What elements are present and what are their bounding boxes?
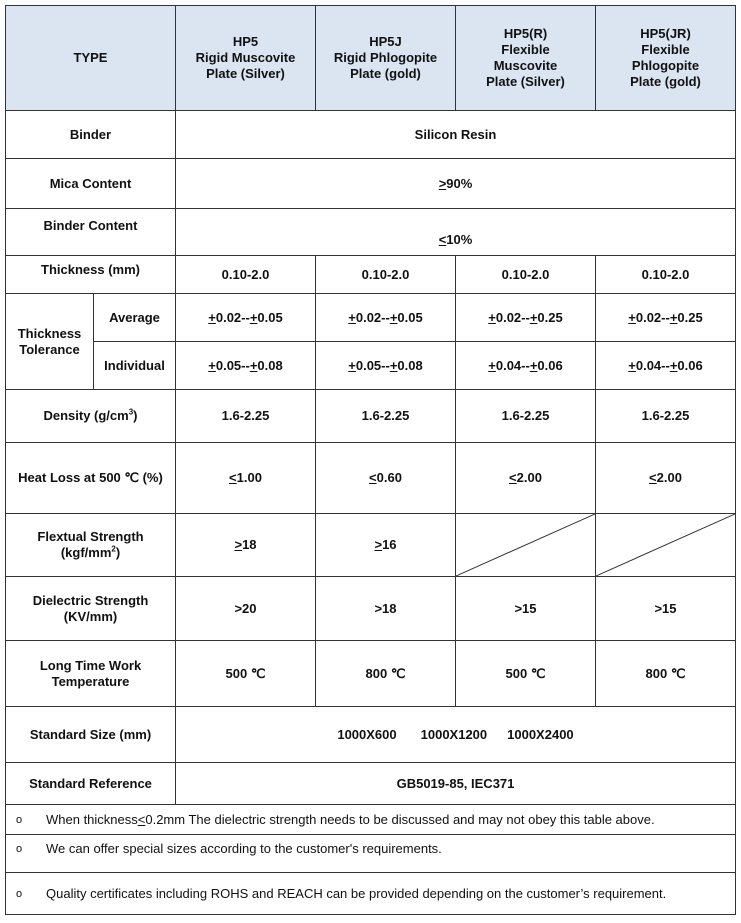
column-header-line: Plate (gold) xyxy=(630,74,701,89)
header-row xyxy=(6,6,736,111)
density-value: 1.6-2.25 xyxy=(456,390,596,443)
tolerance-number: 0.06 xyxy=(537,357,563,373)
column-header-hp5 xyxy=(176,6,316,111)
bullet-icon: o xyxy=(16,843,23,855)
flexural-label-line: Flextual Strength xyxy=(37,529,144,544)
plus-minus-sign: + xyxy=(348,357,356,373)
size-option: 1000X600 xyxy=(337,726,397,742)
geq-sign: > xyxy=(374,537,383,552)
tolerance-label-line: Thickness xyxy=(17,325,82,341)
column-header-line: HP5J xyxy=(369,34,402,49)
standard-size-value xyxy=(176,707,736,763)
standard-reference-label: Standard Reference xyxy=(6,763,176,805)
plus-minus-sign: + xyxy=(389,309,398,325)
bullet-icon: o xyxy=(16,887,23,900)
temperature-value: 500 ℃ xyxy=(176,641,316,707)
column-header-line: Flexible xyxy=(501,42,550,57)
density-value: 1.6-2.25 xyxy=(316,390,456,443)
column-header-line: Phlogopite xyxy=(631,58,700,73)
thickness-value: 0.10-2.0 xyxy=(456,256,596,294)
dielectric-strength-value: >15 xyxy=(456,577,596,641)
plus-minus-sign: + xyxy=(249,309,258,325)
binder-content-label: Binder Content xyxy=(6,209,176,256)
note-row xyxy=(6,873,736,915)
column-header-line: Plate (Silver) xyxy=(486,74,565,89)
column-header-hp5r xyxy=(456,6,596,111)
tolerance-number: 0.02-- xyxy=(635,309,670,325)
plus-minus-sign: + xyxy=(529,309,538,325)
density-label-sup: 3 xyxy=(128,407,134,417)
plus-minus-sign: + xyxy=(669,357,678,373)
tolerance-individual-value xyxy=(316,342,456,390)
thickness-row xyxy=(6,256,736,294)
plus-minus-sign: + xyxy=(628,309,636,325)
tolerance-individual-value xyxy=(456,342,596,390)
tolerance-average-value xyxy=(176,294,316,342)
column-header-line: HP5 xyxy=(232,34,259,49)
note-thickness xyxy=(6,805,736,835)
binder-row xyxy=(6,111,736,159)
flexural-strength-row xyxy=(6,514,736,577)
plus-minus-sign: + xyxy=(208,357,216,373)
tolerance-individual-label: Individual xyxy=(94,342,176,390)
note-row xyxy=(6,835,736,873)
mica-content-value xyxy=(176,159,736,209)
standard-reference-row xyxy=(6,763,736,805)
spec-table xyxy=(5,5,736,915)
density-label-end: ) xyxy=(133,408,138,423)
heat-loss-value xyxy=(456,443,596,514)
heat-loss-number: 2.00 xyxy=(516,470,542,485)
binder-value: Silicon Resin xyxy=(176,111,736,159)
dielectric-label-line: (KV/mm) xyxy=(63,608,118,624)
binder-content-number: 10% xyxy=(446,232,473,247)
tolerance-average-label: Average xyxy=(94,294,176,342)
flexural-strength-label xyxy=(6,514,176,577)
dielectric-strength-value: >18 xyxy=(316,577,456,641)
density-label-text: Density (g/cm xyxy=(43,408,129,423)
temperature-label-line: Temperature xyxy=(51,673,130,689)
dielectric-strength-row xyxy=(6,577,736,641)
bullet-icon: o xyxy=(16,813,23,826)
plus-minus-sign: + xyxy=(628,357,636,373)
column-header-line: HP5(JR) xyxy=(640,26,691,41)
heat-loss-number: 0.60 xyxy=(376,470,402,485)
plus-minus-sign: + xyxy=(249,357,258,373)
tolerance-number: 0.08 xyxy=(257,357,283,373)
tolerance-number: 0.05 xyxy=(397,309,423,325)
leq-sign: < xyxy=(649,470,657,485)
plus-minus-sign: + xyxy=(488,309,496,325)
density-label xyxy=(6,390,176,443)
plus-minus-sign: + xyxy=(348,309,356,325)
tolerance-individual-row xyxy=(6,342,736,390)
thickness-value: 0.10-2.0 xyxy=(596,256,736,294)
column-header-line: Rigid Phlogopite xyxy=(333,50,438,65)
tolerance-number: 0.02-- xyxy=(355,309,390,325)
column-header-hp5j xyxy=(316,6,456,111)
size-option: 1000X2400 xyxy=(507,726,574,742)
tolerance-number: 0.06 xyxy=(677,357,703,373)
standard-reference-value: GB5019-85, IEC371 xyxy=(176,763,736,805)
dielectric-strength-value: >20 xyxy=(176,577,316,641)
tolerance-number: 0.02-- xyxy=(215,309,250,325)
temperature-value: 800 ℃ xyxy=(316,641,456,707)
not-applicable-cell xyxy=(596,514,736,577)
spec-sheet xyxy=(5,5,736,915)
column-header-line: Muscovite xyxy=(493,58,558,73)
thickness-label: Thickness (mm) xyxy=(6,256,176,294)
column-header-line: HP5(R) xyxy=(503,26,548,41)
tolerance-average-value xyxy=(596,294,736,342)
temperature-label-line: Long Time Work xyxy=(39,657,142,673)
heat-loss-label: Heat Loss at 500 ℃ (%) xyxy=(6,443,176,514)
tolerance-individual-value xyxy=(176,342,316,390)
note-text: We can offer special sizes according to the customer's requirements. xyxy=(46,841,442,856)
leq-sign: < xyxy=(229,470,237,485)
binder-label: Binder xyxy=(6,111,176,159)
heat-loss-value xyxy=(596,443,736,514)
note-special-sizes xyxy=(6,835,736,873)
note-text: 0.2mm The dielectric strength needs to be discussed and may not obey this table above. xyxy=(145,811,655,827)
note-text: When thickness xyxy=(46,811,138,827)
flexural-strength-value xyxy=(176,514,316,577)
leq-sign: < xyxy=(369,470,377,485)
thickness-value: 0.10-2.0 xyxy=(316,256,456,294)
note-text: Quality certificates including ROHS and REACH can be provided depending on the customer’s requirement. xyxy=(46,885,667,901)
flexural-label-end: ) xyxy=(115,545,121,560)
geq-sign: > xyxy=(438,175,447,191)
dielectric-strength-label xyxy=(6,577,176,641)
dielectric-strength-value: >15 xyxy=(596,577,736,641)
tolerance-label xyxy=(6,294,94,390)
tolerance-average-value xyxy=(456,294,596,342)
heat-loss-number: 2.00 xyxy=(656,470,682,485)
temperature-value: 800 ℃ xyxy=(596,641,736,707)
tolerance-number: 0.05-- xyxy=(215,357,250,373)
tolerance-number: 0.05-- xyxy=(355,357,390,373)
standard-size-row xyxy=(6,707,736,763)
heat-loss-value xyxy=(316,443,456,514)
tolerance-number: 0.25 xyxy=(677,309,703,325)
temperature-label xyxy=(6,641,176,707)
thickness-value: 0.10-2.0 xyxy=(176,256,316,294)
tolerance-number: 0.04-- xyxy=(495,357,530,373)
binder-content-row xyxy=(6,209,736,256)
plus-minus-sign: + xyxy=(389,357,398,373)
plus-minus-sign: + xyxy=(488,357,496,373)
mica-content-number: 90% xyxy=(446,175,473,191)
size-option: 1000X1200 xyxy=(420,726,488,742)
flexural-number: 16 xyxy=(382,537,397,552)
temperature-row xyxy=(6,641,736,707)
heat-loss-value xyxy=(176,443,316,514)
diagonal-line xyxy=(596,514,735,576)
plus-minus-sign: + xyxy=(669,309,678,325)
tolerance-number: 0.25 xyxy=(537,309,563,325)
tolerance-individual-value xyxy=(596,342,736,390)
diagonal-line xyxy=(456,514,595,576)
type-header: TYPE xyxy=(6,6,176,111)
column-header-hp5jr xyxy=(596,6,736,111)
column-header-line: Plate (gold) xyxy=(350,66,421,81)
density-value: 1.6-2.25 xyxy=(176,390,316,443)
density-value: 1.6-2.25 xyxy=(596,390,736,443)
not-applicable-cell xyxy=(456,514,596,577)
note-row xyxy=(6,805,736,835)
note-certificates xyxy=(6,873,736,915)
tolerance-average-value xyxy=(316,294,456,342)
tolerance-label-line: Tolerance xyxy=(19,341,80,357)
leq-sign: < xyxy=(438,232,447,247)
mica-content-label: Mica Content xyxy=(6,159,176,209)
tolerance-number: 0.04-- xyxy=(635,357,670,373)
flexural-number: 18 xyxy=(242,537,257,552)
density-row xyxy=(6,390,736,443)
mica-content-row xyxy=(6,159,736,209)
plus-minus-sign: + xyxy=(529,357,538,373)
tolerance-average-row xyxy=(6,294,736,342)
flexural-label-sup: 2 xyxy=(111,544,116,554)
geq-sign: > xyxy=(234,537,243,552)
heat-loss-number: 1.00 xyxy=(236,470,262,485)
tolerance-number: 0.08 xyxy=(397,357,423,373)
flexural-strength-value xyxy=(316,514,456,577)
tolerance-number: 0.02-- xyxy=(495,309,530,325)
leq-sign: < xyxy=(137,811,146,827)
binder-content-value xyxy=(176,209,736,256)
plus-minus-sign: + xyxy=(208,309,216,325)
tolerance-number: 0.05 xyxy=(257,309,283,325)
leq-sign: < xyxy=(509,470,517,485)
temperature-value: 500 ℃ xyxy=(456,641,596,707)
flexural-label-line: (kgf/mm xyxy=(60,545,112,560)
column-header-line: Rigid Muscovite xyxy=(195,50,296,65)
standard-size-label: Standard Size (mm) xyxy=(6,707,176,763)
column-header-line: Flexible xyxy=(641,42,690,57)
dielectric-label-line: Dielectric Strength xyxy=(32,592,149,608)
column-header-line: Plate (Silver) xyxy=(206,66,285,81)
heat-loss-row xyxy=(6,443,736,514)
